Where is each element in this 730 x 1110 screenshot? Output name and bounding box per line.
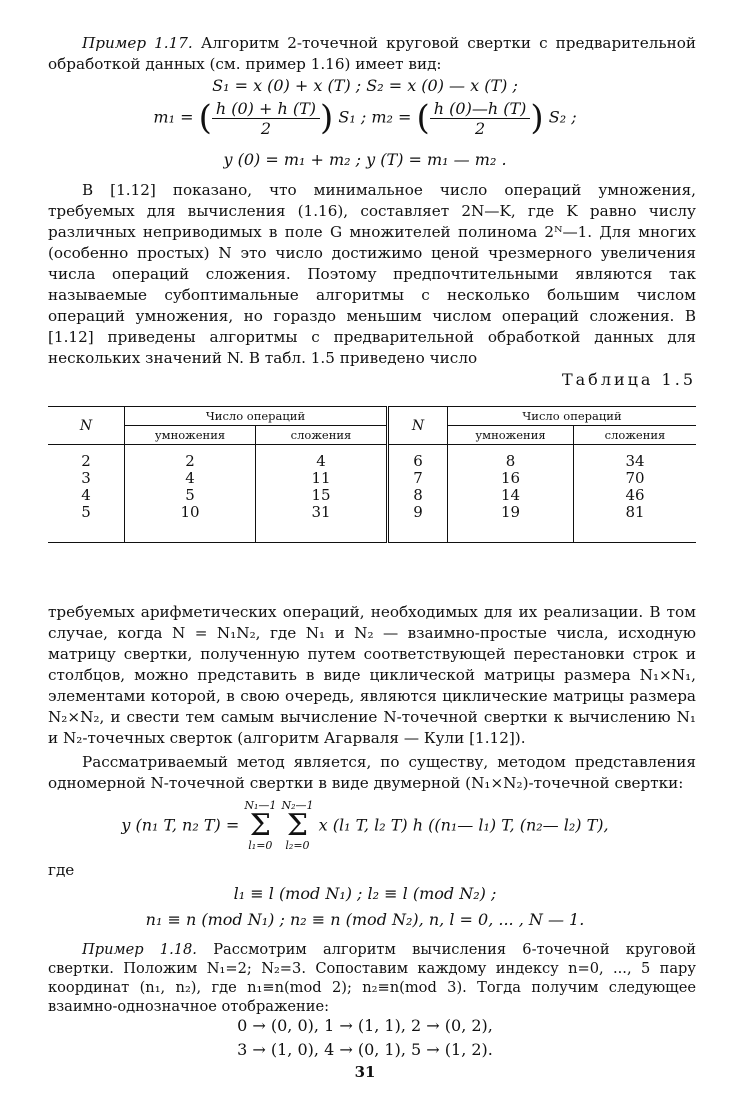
conv-rhs: x (l₁ T, l₂ T) h ((n₁— l₁) T, (n₂— l₂) T),: [318, 815, 609, 835]
right-paren: ): [530, 98, 544, 138]
cell-mult: 2: [125, 453, 256, 470]
left-paren: (: [416, 98, 430, 138]
cell-add: 31: [256, 504, 388, 521]
sub-header-add-right: сложения: [604, 428, 666, 442]
m1-numerator: h (0) + h (T): [212, 99, 320, 119]
sigma-icon: Σ: [249, 808, 271, 843]
cell-add: 81: [625, 502, 645, 521]
cell-add: 11: [256, 470, 388, 487]
sum-2-lower: l₂=0: [285, 839, 310, 852]
cell-mult: 5: [125, 487, 256, 504]
cell-n: 8: [388, 487, 448, 504]
sum-1: [244, 800, 276, 852]
right-paren: ): [320, 98, 334, 138]
m1-denominator: 2: [260, 118, 272, 138]
col-header-n: N: [48, 407, 125, 445]
cell-mult: 16: [448, 470, 574, 487]
cell-add: 4: [256, 453, 388, 470]
group-header-right: Число операций: [448, 407, 697, 426]
cell-add: 34: [625, 451, 645, 470]
m2-tail: S₂ ;: [548, 107, 577, 127]
conv-lhs: y (n₁ T, n₂ T) =: [121, 815, 240, 835]
m2-fraction: [430, 99, 531, 138]
table-row: [48, 470, 696, 487]
cell-n: 3: [48, 470, 125, 487]
example-118-paragraph: [48, 940, 696, 1016]
cell-n: 2: [48, 453, 125, 470]
cell-mult: 8: [448, 453, 574, 470]
sum-1-lower: l₁=0: [248, 839, 273, 852]
cell-n: 4: [48, 487, 125, 504]
m2-numerator: h (0)—h (T): [430, 99, 531, 119]
cell-n: 7: [388, 470, 448, 487]
cell-n: 9: [388, 504, 448, 521]
cell-n: 6: [388, 453, 448, 470]
sub-header-add-left: сложения: [256, 426, 388, 445]
table-row: [48, 504, 696, 521]
sum-2-upper: N₂—1: [281, 799, 314, 812]
sub-header-mult-left: умножения: [125, 426, 256, 445]
m1-tail: S₁ ; m₂ =: [338, 107, 412, 127]
page-number: 31: [354, 1063, 376, 1081]
sum-1-upper: N₁—1: [244, 799, 277, 812]
m1-fraction: [212, 99, 320, 138]
mod-equation-n: n₁ ≡ n (mod N₁) ; n₂ ≡ n (mod N₂), n, l = 0, ... , N — 1.: [145, 910, 585, 929]
table-row: [48, 453, 696, 470]
paragraph-1: В [1.12] показано, что минимальное число операций умножения, требуемых для вычисления (1.16), составляет 2N—K, где K равно числу различных неприводимых в поле G множителей полинома 2ᴺ—1. Для многих (особенно простых) N это число достижимо ценой чрезмерного увеличения числа операций сложения. Поэтому предпочтительными являются так называемые субоптимальные алгоритмы с несколько большим числом операций умножения, но гораздо меньшим числом операций сложения. В [1.12] приведены алгоритмы с предварительной обработкой данных для нескольких значений N. В табл. 1.5 приведено число: [48, 181, 696, 367]
m2-denominator: 2: [474, 118, 486, 138]
equation-y0-yt: y (0) = m₁ + m₂ ; y (T) = m₁ — m₂ .: [223, 150, 507, 169]
cell-add: 15: [256, 487, 388, 504]
cell-mult: 14: [448, 487, 574, 504]
table-caption: Таблица 1.5: [561, 370, 696, 389]
sub-header-mult-right: умножения: [448, 426, 574, 445]
left-paren: (: [198, 98, 212, 138]
cell-mult: 19: [448, 504, 574, 521]
example-117-title: Пример 1.17.: [82, 34, 193, 52]
cell-add: 46: [625, 485, 645, 504]
table-row: [48, 487, 696, 504]
equation-m1-m2: [0, 98, 730, 138]
equation-s1-s2: S₁ = x (0) + x (T) ; S₂ = x (0) — x (T) ;: [212, 76, 518, 95]
group-header-left: Число операций: [125, 407, 388, 426]
where-label: где: [48, 861, 75, 879]
example-117-text: Алгоритм 2-точечной круговой свертки с предварительной обработкой данных (см. пример 1.16) имеет вид:: [48, 34, 696, 73]
operations-table: [48, 406, 696, 543]
paragraph-3: Рассматриваемый метод является, по существу, методом представления одномерной N-точечной свертки в виде двумерной (N₁×N₂)-точечной свертки:: [48, 753, 696, 792]
cell-n: 5: [48, 504, 125, 521]
mod-equation-l: l₁ ≡ l (mod N₁) ; l₂ ≡ l (mod N₂) ;: [233, 884, 497, 903]
cell-mult: 10: [125, 504, 256, 521]
sum-2: [281, 800, 313, 852]
cell-mult: 4: [125, 470, 256, 487]
cell-add: 70: [625, 468, 645, 487]
m1-lhs: m₁ =: [153, 107, 194, 127]
convolution-equation: [0, 800, 730, 852]
mapping-line-2: 3 → (1, 0), 4 → (0, 1), 5 → (1, 2).: [237, 1040, 493, 1059]
col-header-n-right: N: [388, 407, 448, 445]
paragraph-2: требуемых арифметических операций, необходимых для их реализации. В том случае, когда N = N₁N₂, где N₁ и N₂ — взаимно-простые числа, исходную матрицу свертки, полученную путем соответствующей перестановки строк и столбцов, можно представить в виде циклической матрицы размера N₁×N₁, элементами которой, в свою очередь, являются циклические матрицы размера N₂×N₂, и свести тем самым вычисление N-точечной свертки к вычислению N₁ и N₂-точечных сверток (алгоритм Агарваля — Кули [1.12]).: [48, 603, 696, 747]
example-117-paragraph: [48, 33, 696, 75]
example-118-text: Рассмотрим алгоритм вычисления 6-точечной круговой свертки. Положим N₁=2; N₂=3. Сопоставим каждому индексу n=0, ..., 5 пару координат (n₁, n₂), где n₁≡n(mod 2); n₂≡n(mod 3). Тогда получим следующее взаимно-однозначное отображение:: [48, 941, 697, 1015]
sigma-icon: Σ: [286, 808, 309, 843]
mapping-line-1: 0 → (0, 0), 1 → (1, 1), 2 → (0, 2),: [237, 1016, 493, 1035]
example-118-title: Пример 1.18.: [82, 941, 197, 958]
